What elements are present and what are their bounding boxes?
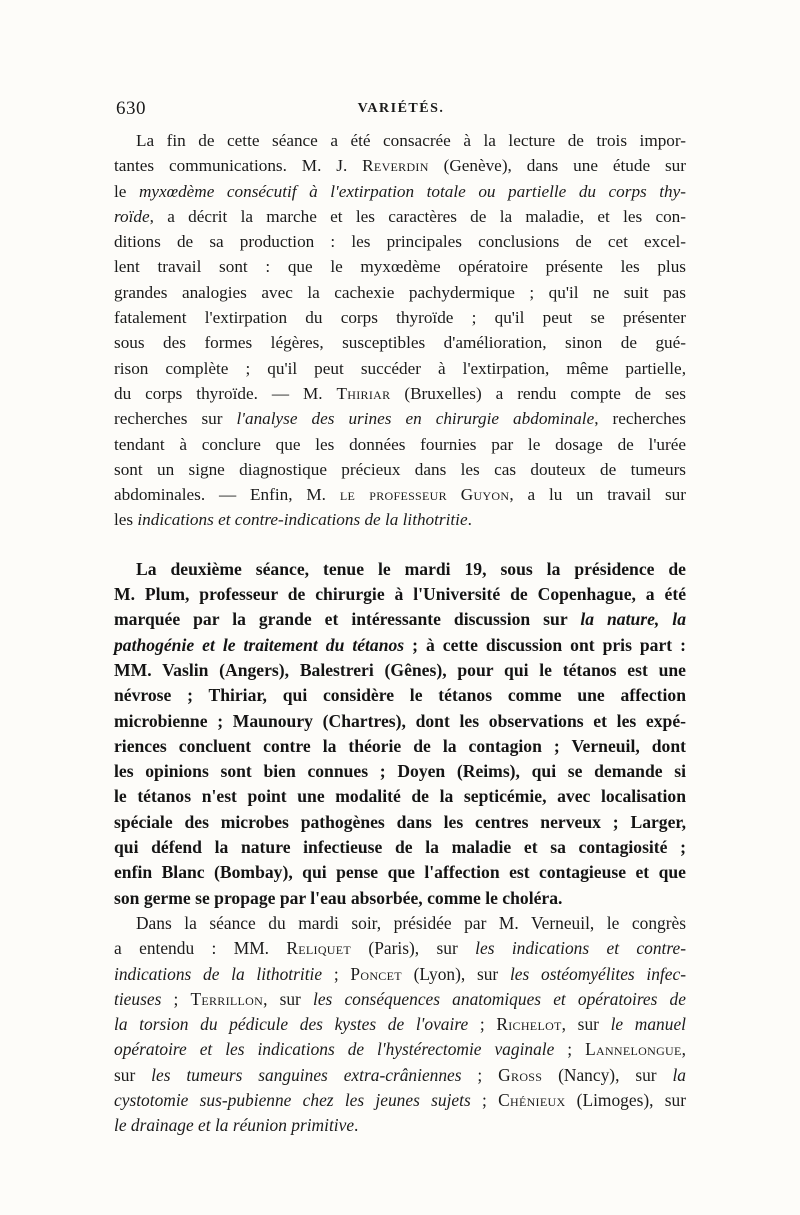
text-segment: , a lu un travail sur — [509, 485, 686, 505]
paragraph-gap — [114, 533, 686, 557]
text-line — [114, 607, 686, 632]
text-segment: ; — [161, 988, 191, 1009]
text-segment: ; — [554, 1039, 586, 1060]
author-name: le professeur — [339, 485, 447, 505]
text-segment: ; — [468, 1014, 497, 1035]
text-line — [114, 759, 686, 784]
italic-title-segment: les conséquences anatomiques et opératoires de — [312, 988, 686, 1009]
page-number: 630 — [116, 98, 146, 119]
author-name: Thiriar — [336, 383, 391, 403]
text-line — [114, 962, 686, 987]
italic-title-segment: cystotomie sus-pubienne chez les jeunes sujets — [114, 1089, 471, 1110]
text-segment: (Limoges), sur — [565, 1089, 686, 1110]
italic-title-segment: les ostéomyélites infec- — [509, 963, 686, 984]
author-name: Richelot — [496, 1014, 562, 1035]
text-segment: son germe se propage par l'eau absorbée, comme le choléra. — [114, 887, 563, 908]
text-line — [114, 229, 686, 254]
author-name: Reliquet — [286, 938, 352, 959]
italic-title-segment: le drainage et la réunion primitive — [114, 1115, 355, 1136]
text-segment: ditions de sa production : les principales conclusions de cet excel- — [114, 232, 686, 252]
italic-title-segment: la — [672, 1064, 686, 1085]
italic-title-segment: l'analyse des urines en chirurgie abdominale — [236, 409, 595, 429]
text-line — [114, 987, 686, 1012]
text-segment: (Bruxelles) a rendu compte de ses — [390, 383, 686, 403]
author-name: Chénieux — [498, 1089, 566, 1110]
running-head: VARIÉTÉS. — [357, 101, 445, 116]
italic-title-segment: tieuses — [114, 988, 162, 1009]
italic-title-segment: pathogénie et le traitement du tétanos — [114, 634, 405, 655]
text-segment: les opinions sont bien connues ; Doyen (Reims), qui se demande si — [114, 761, 686, 782]
text-line — [114, 179, 686, 204]
italic-title-segment: indications de la lithotritie — [114, 963, 323, 984]
text-line — [114, 330, 686, 355]
text-segment — [447, 485, 461, 504]
text-segment: recherches sur — [114, 409, 237, 429]
text-segment: le tétanos n'est point une modalité de la septicémie, avec localisation — [114, 786, 686, 807]
text-segment: spéciale des microbes pathogènes dans les centres nerveux ; Larger, — [114, 811, 686, 832]
text-line — [114, 153, 686, 178]
text-segment: grandes analogies avec la cachexie pachydermique ; qu'il ne suit pas — [114, 282, 686, 302]
text-line — [114, 557, 686, 582]
text-segment: Dans la séance du mardi soir, présidée par M. Verneuil, le congrès — [136, 912, 686, 933]
text-segment: (Lyon), sur — [401, 963, 510, 984]
body-text — [114, 128, 686, 1139]
author-name: Terrillon — [190, 988, 264, 1009]
text-line — [114, 633, 686, 658]
text-line — [114, 886, 686, 911]
text-line — [114, 381, 686, 406]
paragraph-evening-seance — [114, 911, 686, 1139]
text-segment: fatalement l'extirpation du corps thyroïde ; qu'il peut se présenter — [114, 308, 686, 328]
italic-title-segment: opératoire et les indications de l'hystérectomie vaginale — [114, 1039, 555, 1060]
text-segment: ; — [322, 963, 351, 984]
text-segment: , a décrit la marche et les caractères de la maladie, et les con- — [149, 206, 686, 226]
paragraph-second-seance — [114, 557, 686, 911]
text-line — [114, 1113, 686, 1138]
text-segment: ; à cette discussion ont pris part : — [404, 634, 686, 655]
text-line — [114, 810, 686, 835]
text-line — [114, 582, 686, 607]
author-name: Guyon — [460, 485, 510, 505]
text-line — [114, 683, 686, 708]
text-segment: les — [114, 510, 138, 530]
text-segment: sous des formes légères, susceptibles d'amélioration, sinon de gué- — [114, 333, 686, 353]
text-segment: du corps thyroïde. — M. — [114, 383, 337, 403]
text-segment: , sur — [263, 988, 313, 1009]
text-line — [114, 784, 686, 809]
text-segment: La fin de cette séance a été consacrée à la lecture de trois impor- — [136, 131, 686, 150]
text-line — [114, 1063, 686, 1088]
text-segment: sont un signe diagnostique précieux dans les cas douteux de tumeurs — [114, 459, 686, 479]
text-segment: ; — [461, 1064, 499, 1085]
text-segment: enfin Blanc (Bombay), qui pense que l'affection est contagieuse et que — [114, 862, 686, 883]
text-line — [114, 835, 686, 860]
text-segment: MM. Vaslin (Angers), Balestreri (Gênes), pour qui le tétanos est une — [114, 659, 686, 680]
text-segment: , — [681, 1039, 686, 1060]
text-segment: rison complète ; qu'il peut succéder à l'extirpation, même partielle, — [114, 358, 686, 378]
italic-title-segment: le manuel — [610, 1014, 686, 1035]
text-line — [114, 204, 686, 229]
text-segment: le — [114, 181, 139, 201]
italic-title-segment: la torsion du pédicule des kystes de l'ovaire — [114, 1014, 469, 1035]
italic-title-segment: indications et contre-indications de la lithotritie — [137, 510, 468, 530]
text-line — [114, 709, 686, 734]
text-segment: , sur — [561, 1014, 611, 1035]
text-segment: abdominales. — Enfin, M. — [114, 485, 340, 505]
text-line — [114, 507, 686, 532]
italic-title-segment: les tumeurs sanguines extra-crâniennes — [151, 1064, 462, 1085]
text-segment: névrose ; Thiriar, qui considère le tétanos comme une affection — [114, 685, 686, 706]
text-line — [114, 432, 686, 457]
text-line — [114, 911, 686, 936]
text-line — [114, 1037, 686, 1062]
text-line — [114, 128, 686, 153]
italic-title-segment: myxœdème consécutif à l'extirpation totale ou partielle du corps thy- — [138, 181, 687, 201]
text-segment: La deuxième séance, tenue le mardi 19, sous la présidence de — [136, 558, 686, 579]
text-segment: tantes communications. M. J. — [114, 156, 363, 176]
text-line — [114, 936, 686, 961]
text-segment: a entendu : MM. — [114, 938, 287, 959]
text-segment: microbienne ; Maunoury (Chartres), dont les observations et les expé- — [114, 710, 686, 731]
text-segment: M. Plum, professeur de chirurgie à l'Université de Copenhague, a été — [114, 584, 686, 605]
text-segment: riences concluent contre la théorie de la contagion ; Verneuil, dont — [114, 735, 686, 756]
author-name: Lannelongue — [585, 1039, 682, 1060]
text-line — [114, 482, 686, 507]
italic-title-segment: roïde — [114, 206, 150, 226]
text-line — [114, 1088, 686, 1113]
text-segment: lent travail sont : que le myxœdème opératoire présente les plus — [114, 257, 686, 277]
text-line — [114, 860, 686, 885]
text-line — [114, 734, 686, 759]
text-segment: (Genève), dans une étude sur — [428, 156, 686, 176]
text-line — [114, 457, 686, 482]
author-name: Poncet — [350, 963, 402, 984]
author-name: Reverdin — [362, 156, 429, 176]
text-line — [114, 356, 686, 381]
text-segment: . — [354, 1115, 359, 1136]
text-line — [114, 406, 686, 431]
text-line — [114, 1012, 686, 1037]
page-header — [116, 98, 686, 124]
italic-title-segment: la nature, la — [580, 609, 686, 630]
text-line — [114, 305, 686, 330]
text-line — [114, 658, 686, 683]
text-segment: tendant à conclure que les données fournies par le dosage de l'urée — [114, 434, 686, 454]
text-segment: (Nancy), sur — [542, 1064, 673, 1085]
text-segment: ; — [470, 1089, 499, 1110]
author-name: Gross — [498, 1064, 543, 1085]
text-line — [114, 280, 686, 305]
text-segment: . — [467, 510, 472, 530]
text-segment: sur — [114, 1064, 152, 1085]
italic-title-segment: les indications et contre- — [475, 938, 686, 959]
text-segment: qui défend la nature infectieuse de la maladie et sa contagiosité ; — [114, 837, 686, 858]
paragraph-first-seance-end — [114, 128, 686, 533]
text-line — [114, 254, 686, 279]
text-segment: (Paris), sur — [351, 938, 476, 959]
text-segment: marquée par la grande et intéressante discussion sur — [114, 609, 581, 630]
text-segment: , recherches — [594, 409, 686, 429]
